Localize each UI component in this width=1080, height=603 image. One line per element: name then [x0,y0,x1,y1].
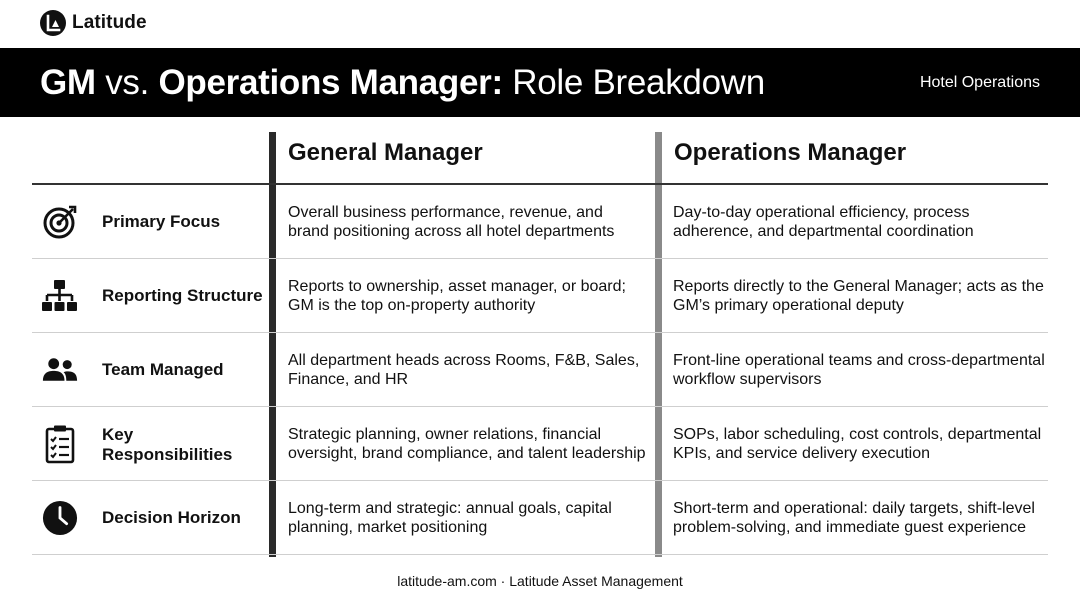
latitude-logo-icon [40,10,66,36]
target-icon [42,204,78,240]
clipboard-checklist-icon [42,426,78,462]
om-cell: Reports directly to the General Manager; acts as the GM’s primary operational deputy [673,278,1044,314]
brand-logo [40,10,147,36]
gm-cell: Strategic planning, owner relations, financial oversight, brand compliance, and talent leadership [288,426,646,462]
title-role-breakdown: Role Breakdown [502,62,765,102]
footer-attribution: latitude-am.com · Latitude Asset Management [397,573,683,589]
gm-cell: Reports to ownership, asset manager, or board; GM is the top on-property authority [288,278,626,314]
om-cell: Short-term and operational: daily targets, shift-level problem-solving, and immediate guest experience [673,500,1035,536]
title-gm: GM [40,62,96,102]
title-om: Operations Manager: [158,62,503,102]
row-divider [32,554,1048,555]
title-vs: vs. [95,62,159,102]
gm-cell: All department heads across Rooms, F&B, Sales, Finance, and HR [288,352,640,388]
category-tag: Hotel Operations [919,73,1040,91]
team-icon [42,352,78,388]
gm-cell: Long-term and strategic: annual goals, capital planning, market positioning [288,500,612,536]
row-label: Primary Focus [102,212,221,231]
row-label: Decision Horizon [102,508,241,527]
title-bar [0,48,1080,117]
clock-icon [42,500,78,536]
om-cell: Day-to-day operational efficiency, process adherence, and departmental coordination [673,204,974,240]
gm-cell: Overall business performance, revenue, and brand positioning across all hotel departments [288,204,615,240]
table-row-reporting-structure [32,259,1048,333]
row-label: Team Managed [102,360,224,379]
brand-name: Latitude [72,12,147,33]
table-row-primary-focus [32,185,1048,259]
table-row-key-responsibilities [32,407,1048,481]
om-cell: SOPs, labor scheduling, cost controls, departmental KPIs, and service delivery execution [673,426,1042,462]
row-label: Key Responsibilities [102,425,233,464]
comparison-table [32,132,1048,557]
table-row-decision-horizon [32,481,1048,555]
org-chart-icon [42,278,78,314]
page-title [40,63,765,103]
table-row-team-managed [32,333,1048,407]
om-cell: Front-line operational teams and cross-departmental workflow supervisors [673,352,1045,388]
column-header-general-manager: General Manager [288,139,483,166]
column-header-operations-manager: Operations Manager [674,139,907,166]
row-label: Reporting Structure [102,286,263,305]
